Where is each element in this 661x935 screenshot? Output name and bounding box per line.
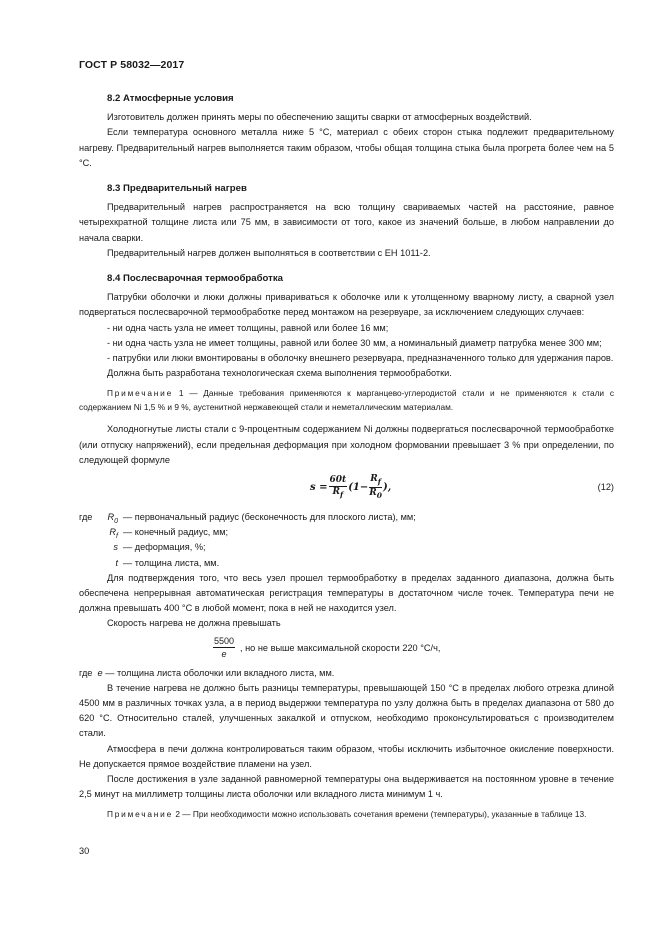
formula: [310, 474, 391, 501]
definition-row: s — деформация, %;: [113, 542, 206, 553]
paragraph: Холодногнутые листы стали с 9-процентным содержанием Ni должны подвергаться послесварочной термообработке (или отпуску напряжений), если предельная деформация при холодном формовании превышает 3 % при определении, по следующей формуле: [79, 424, 614, 465]
formula-numerator: 60t: [329, 474, 347, 485]
formula-mid: (1−: [348, 481, 369, 493]
list-item: - патрубки или люки вмонтированы в оболочку внешнего резервуара, предназначенного только для удержания паров.: [107, 353, 614, 364]
paragraph: Для подтверждения того, что весь узел прошел термообработку в пределах заданного диапазона, должна быть обеспечена непрерывная автоматическая регистрация температуры в достаточном числе точек. Температура печи не должна превышать 400 °С в любой момент, пока в ней не находится узел.: [79, 572, 614, 614]
paragraph: Если температура основного металла ниже 5 °С, материал с обеих сторон стыка подлежит предварительному нагреву. Предварительный нагрев выполняется таким образом, чтобы общая толщина стыка была прогрета более чем на 5 °С.: [79, 127, 614, 168]
formula-12: [79, 472, 614, 504]
formula-tail: ),: [382, 481, 392, 493]
paragraph: Скорость нагрева не должна превышать: [107, 618, 281, 629]
definition-row: t — толщина листа, мм.: [115, 557, 220, 568]
section-8-2-title: 8.2 Атмосферные условия: [107, 93, 234, 104]
paragraph: Изготовитель должен принять меры по обеспечению защиты сварки от атмосферных воздействий.: [107, 112, 532, 123]
definition-e: где e — толщина листа оболочки или вкладного листа, мм.: [79, 667, 335, 678]
note-1: [79, 387, 614, 414]
equation-number: (12): [597, 482, 614, 493]
paragraph: Атмосфера в печи должна контролироваться таким образом, чтобы исключить избыточное окисление поверхности. Не допускается прямое воздействие пламени на узел.: [79, 743, 614, 769]
note-text: 2 — При необходимости можно использовать сочетания времени (температуры), указанные в таблице 13.: [173, 809, 587, 820]
paragraph: В течение нагрева не должно быть разницы температуры, превышающей 150 °С в пределах любого отрезка длиной 4500 мм в различных точках узла, а в период выдержки температура по узлу должна быть в пределах диапазона от 580 до 620 °С. Относительно сталей, улучшенных закалкой и отпуском, необходимо проконсультироваться с производителем стали.: [79, 682, 614, 739]
formula-definitions: [79, 510, 614, 571]
formula-numerator: $R_f$: [370, 474, 381, 486]
formula-fraction-1: [329, 475, 348, 500]
page-number: 30: [79, 846, 90, 856]
formula-denominator: $R_f$: [332, 486, 344, 499]
paragraph: После достижения в узле заданной равномерной температуры она выдерживается на постоянном уровне в течение 2,5 минут на миллиметр толщины листа оболочки или вкладного листа минимум 1 ч.: [79, 774, 614, 800]
list-item: - ни одна часть узла не имеет толщины, равной или более 30 мм, а номинальный диаметр патрубка менее 300 мм;: [107, 337, 602, 348]
section-8-4-title: 8.4 Послесварочная термообработка: [107, 273, 283, 285]
note-2: [79, 808, 614, 822]
note-label: Примечание: [107, 809, 174, 820]
heating-rate-formula: [79, 635, 614, 663]
rate-fraction: $\frac{5500}{e}$: [214, 635, 235, 659]
definition-row: $R_f$ — конечный радиус, мм;: [109, 527, 229, 541]
document-header: ГОСТ Р 58032—2017: [79, 59, 185, 71]
rate-text: , но не выше максимальной скорости 220 °С/ч,: [240, 642, 441, 653]
formula-denominator: $R_0$: [369, 487, 382, 500]
definition-row: где $R_0$ — первоначальный радиус (бесконечность для плоского листа), мм;: [79, 512, 416, 525]
note-text: 1 — Данные требования применяются к марганцево-углеродистой стали и не применяются к стали с содержанием Ni 1,5 % и 9 %, аустенитной нержавеющей стали и неметаллическим материалам.: [79, 388, 614, 412]
paragraph: Патрубки оболочки и люки должны привариваться к оболочке или к утолщенному вварному листу, а сварной узел подвергаться послесварочной термообработке перед монтажом на резервуаре, за исключением следующих случаев:: [79, 292, 614, 318]
paragraph: Предварительный нагрев распространяется на всю толщину свариваемых частей на расстояние, равное четырехкратной толщине листа или 75 мм, в зависимости от того, какое из значений больше, в любом направлении до начала сварки.: [79, 202, 614, 243]
paragraph: Предварительный нагрев должен выполняться в соответствии с ЕН 1011-2.: [107, 247, 431, 258]
list-item: - ни одна часть узла не имеет толщины, равной или более 16 мм;: [107, 322, 389, 333]
section-8-3-title: 8.3 Предварительный нагрев: [107, 183, 247, 195]
formula-fraction-2: [369, 474, 382, 501]
formula-lhs: s =: [310, 481, 328, 493]
page-content: [79, 91, 614, 830]
paragraph: Должна быть разработана технологическая схема выполнения термообработки.: [107, 368, 452, 379]
note-label: Примечание: [107, 388, 174, 399]
